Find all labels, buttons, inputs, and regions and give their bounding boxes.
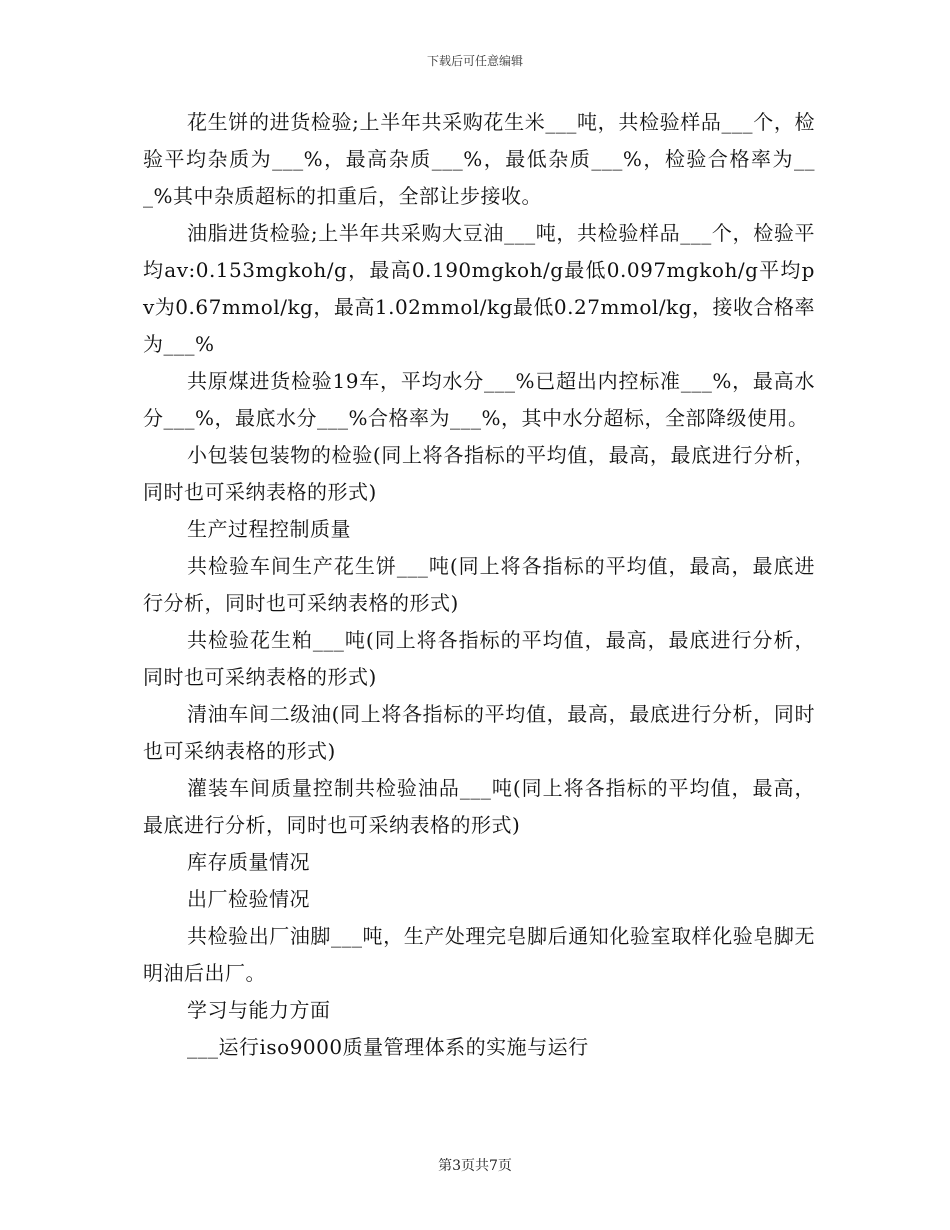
- section-heading-inventory-quality: 库存质量情况: [187, 850, 310, 874]
- paragraph-workshop-peanut-cake: 共检验车间生产花生饼___吨(同上将各指标的平均值，最高，最底进行分析，同时也可采纳表格的形式): [143, 554, 815, 615]
- paragraph-clear-oil-workshop: 清油车间二级油(同上将各指标的平均值，最高，最底进行分析，同时也可采纳表格的形式): [143, 702, 815, 763]
- paragraph-oil-foot-outgoing: 共检验出厂油脚___吨，生产处理完皂脚后通知化验室取样化验皂脚无明油后出厂。: [143, 924, 815, 985]
- section-heading-learning-and-ability: 学习与能力方面: [187, 998, 331, 1022]
- paragraph-coal-incoming-inspection: 共原煤进货检验19车，平均水分___%已超出内控标准___%，最高水分___%，最底水分___%合格率为___%，其中水分超标，全部降级使用。: [143, 369, 815, 430]
- paragraph-peanut-meal: 共检验花生粕___吨(同上将各指标的平均值，最高，最底进行分析，同时也可采纳表格的形式): [143, 628, 815, 689]
- paragraph-packaging-inspection: 小包装包装物的检验(同上将各指标的平均值，最高，最底进行分析，同时也可采纳表格的形式): [143, 443, 815, 504]
- page-number-footer: 第3页共7页: [438, 1158, 512, 1174]
- document-body: [143, 104, 815, 1066]
- section-heading-outgoing-inspection: 出厂检验情况: [187, 887, 310, 911]
- paragraph-iso9000: ___运行iso9000质量管理体系的实施与运行: [187, 1035, 589, 1059]
- paragraph-filling-workshop: 灌装车间质量控制共检验油品___吨(同上将各指标的平均值，最高，最底进行分析，同时也可采纳表格的形式): [143, 776, 815, 837]
- page-header: 下载后可任意编辑: [426, 54, 523, 68]
- section-heading-production-process-quality: 生产过程控制质量: [187, 517, 351, 541]
- paragraph-peanut-cake-incoming-inspection: 花生饼的进货检验;上半年共采购花生米___吨，共检验样品___个，检验平均杂质为___%，最高杂质___%，最低杂质___%，检验合格率为___%其中杂质超标的扣重后，全部让步接收。: [143, 110, 815, 208]
- paragraph-oil-incoming-inspection: 油脂进货检验;上半年共采购大豆油___吨，共检验样品___个，检验平均av:0.153mgkoh/g，最高0.190mgkoh/g最低0.097mgkoh/g平均pv为0.67mmol/kg，最高1.02mmol/kg最低0.27mmol/kg，接收合格率为___%: [143, 221, 815, 356]
